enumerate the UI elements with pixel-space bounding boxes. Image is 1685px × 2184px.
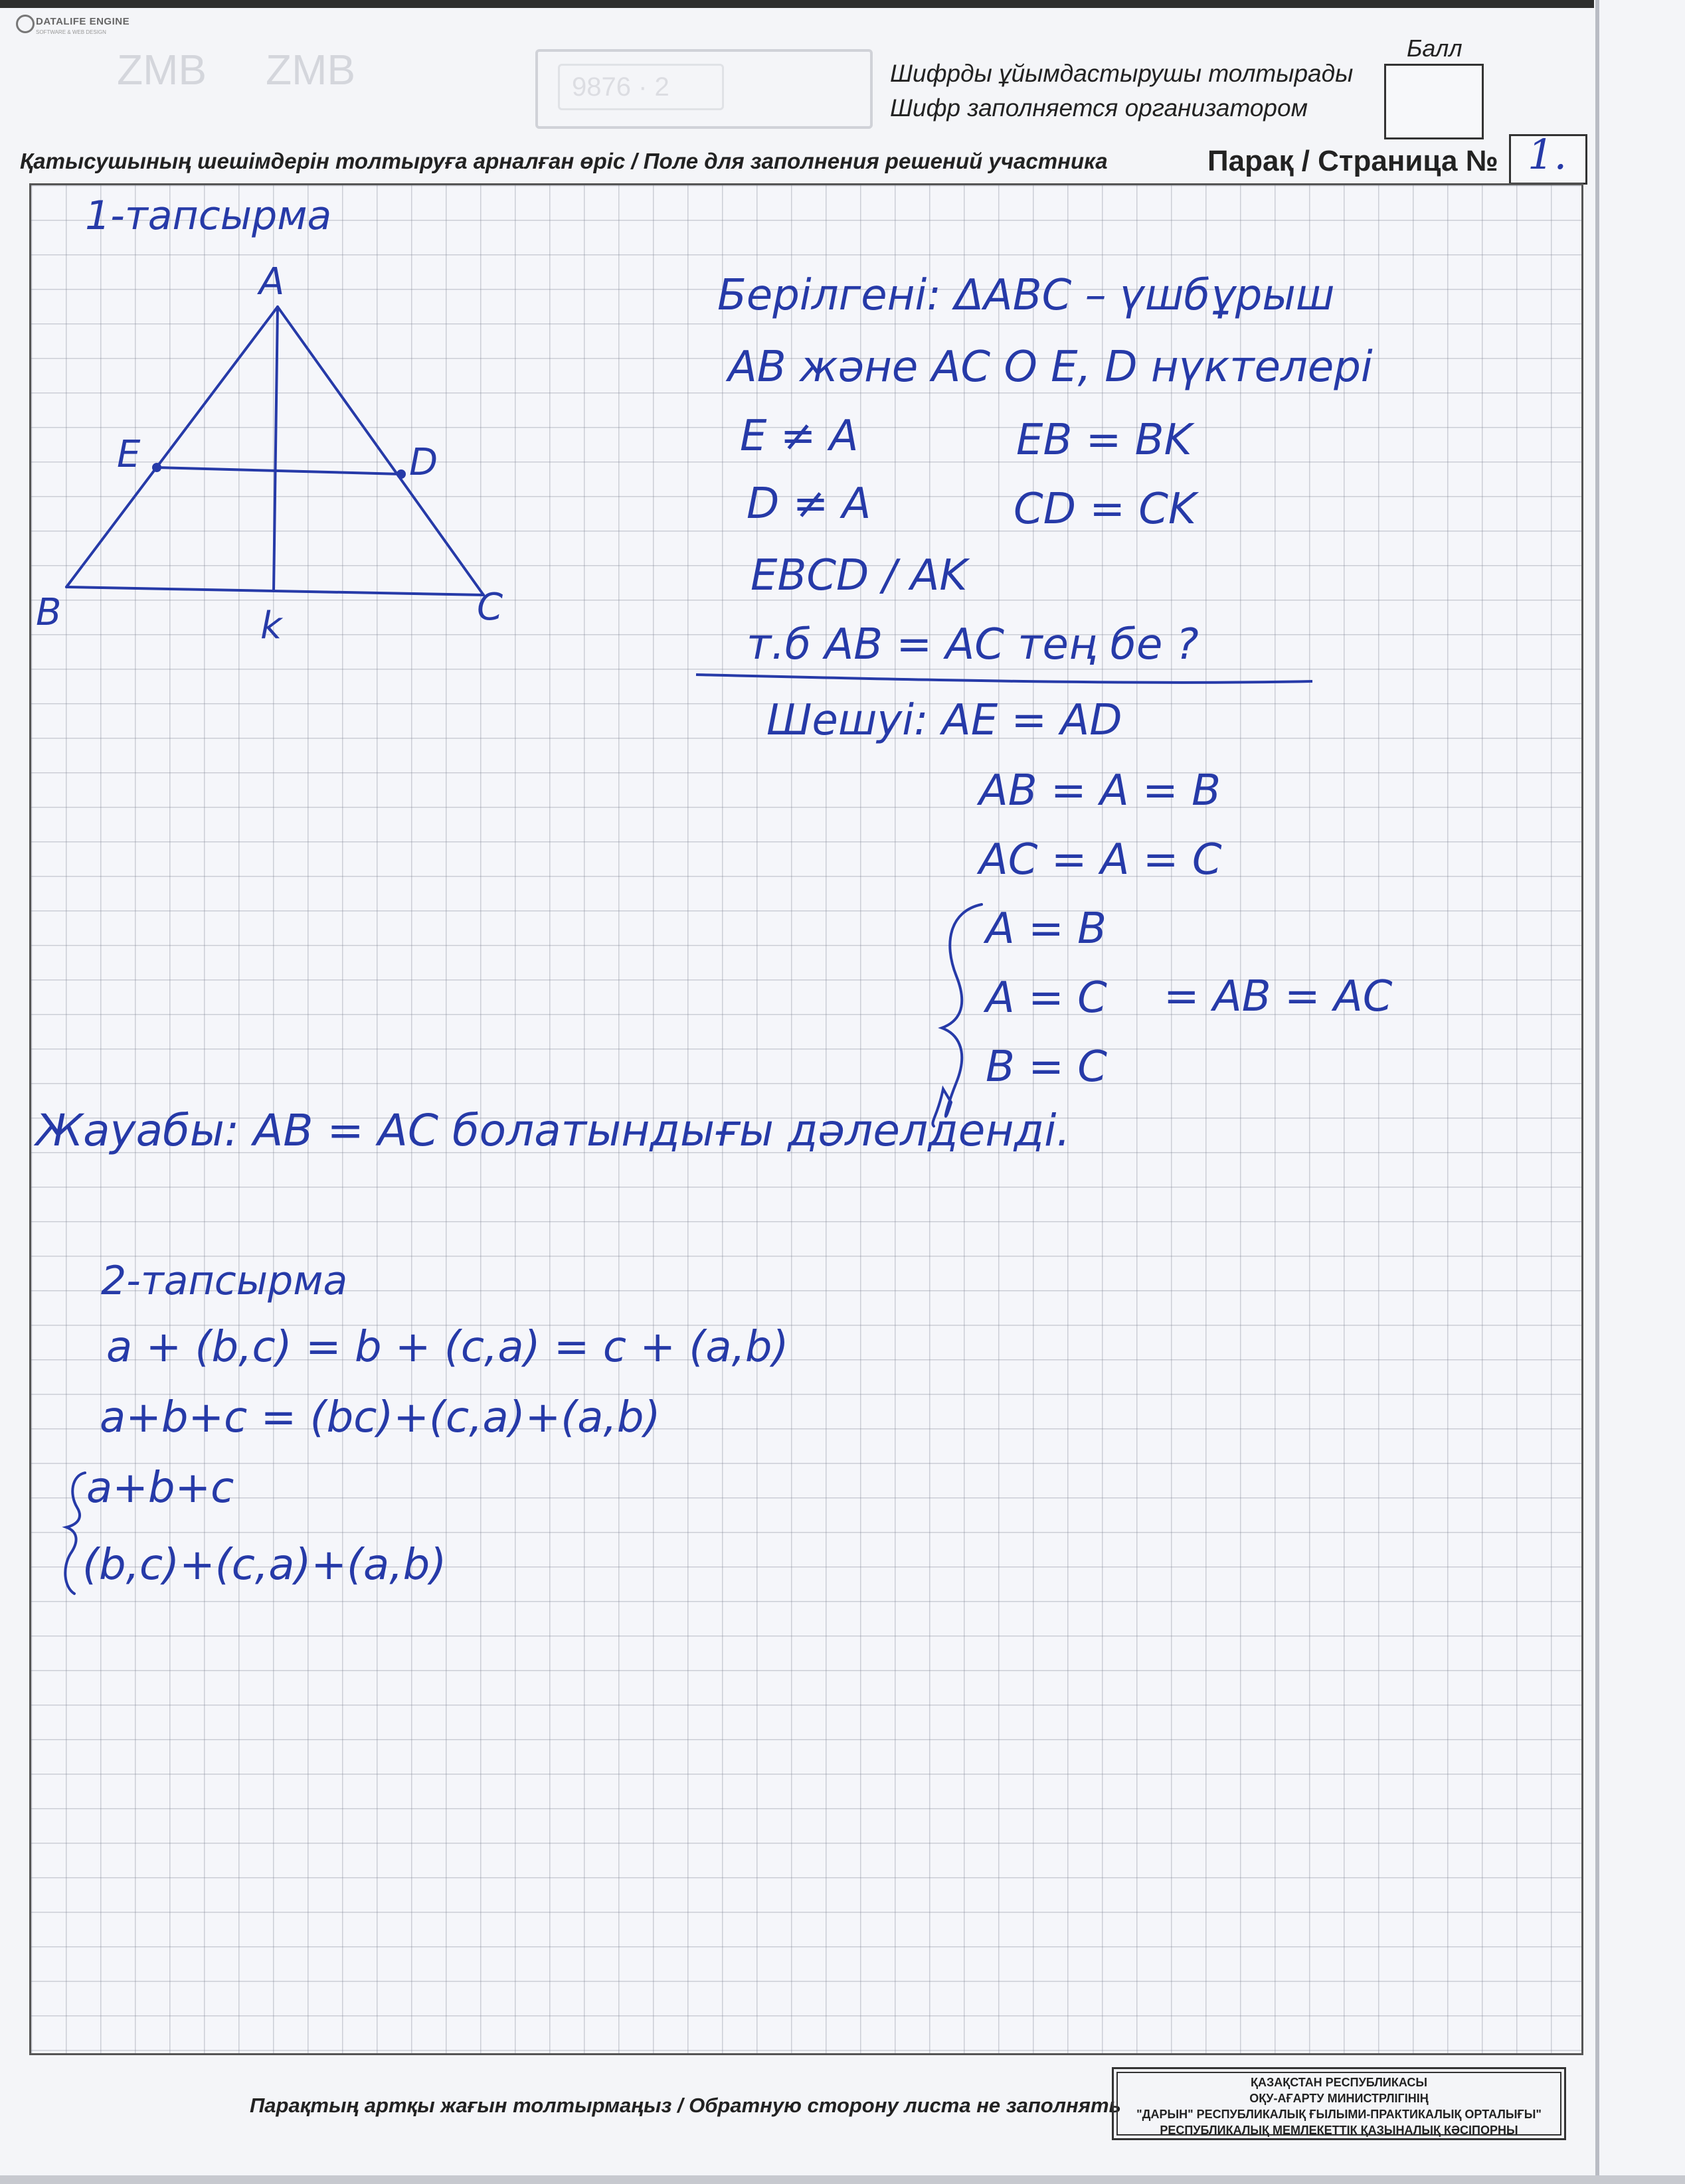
solution-line-2: AB = A = B: [979, 766, 1221, 815]
solution-line-5: A = C: [986, 973, 1107, 1023]
label-a: A: [259, 260, 285, 303]
bottom-edge-rule: [0, 2175, 1685, 2184]
side-ab: [66, 307, 278, 587]
solution-line-1: Шешуі: AE = AD: [766, 696, 1122, 745]
side-ac: [278, 307, 484, 595]
task1-answer: Жауабы: AB = AC болатындығы дәлелденді.: [36, 1105, 1071, 1156]
footer-note: Парақтың артқы жағын толтырмаңыз / Обратную сторону листа не заполнять: [250, 2094, 1121, 2117]
watermark-left: ZMB: [117, 46, 207, 94]
solution-conclusion: = AB = AC: [1164, 972, 1393, 1021]
score-label: Балл: [1407, 35, 1463, 62]
given-line-3: E ≠ A: [740, 412, 859, 461]
page-number: 1.: [1528, 130, 1567, 179]
task2-heading: 2-тапсырма: [101, 1258, 348, 1304]
field-title: Қатысушының шешімдерін толтыруға арналған өріс / Поле для заполнения решений участника: [20, 149, 1108, 173]
point-e: [152, 463, 161, 472]
solution-line-4: A = B: [986, 904, 1107, 954]
given-divider: [696, 675, 1312, 683]
task1-heading: 1-тапсырма: [85, 193, 332, 239]
org-stamp: [1112, 2067, 1566, 2140]
stamp-line-3: "ДАРЫН" РЕСПУБЛИКАЛЫҚ ҒЫЛЫМИ-ПРАКТИКАЛЫҚ ОРТАЛЫҒЫ": [1136, 2108, 1542, 2121]
stamp-line-2: ОҚУ-АҒАРТУ МИНИСТРЛІГІНІҢ: [1249, 2092, 1429, 2105]
task2-line-3: a+b+c: [86, 1464, 234, 1513]
segment-ak: [274, 307, 278, 591]
logo-text: DATALIFE ENGINE: [36, 16, 130, 27]
task2-line-2: a+b+c = (bc)+(c,a)+(a,b): [100, 1393, 661, 1442]
stamp-line-4: РЕСПУБЛИКАЛЫҚ МЕМЛЕКЕТТІК ҚАЗЫНАЛЫҚ КӘСІПОРНЫ: [1160, 2124, 1518, 2137]
stamp-line-1: ҚАЗАҚСТАН РЕСПУБЛИКАСЫ: [1250, 2076, 1428, 2089]
given-line-4: EB = BK: [1016, 416, 1192, 465]
organizer-note-ru: Шифр заполняется организатором: [890, 94, 1308, 122]
page-label: Парақ / Страница №: [1207, 145, 1498, 177]
given-line-5: D ≠ A: [747, 479, 871, 529]
label-k: k: [260, 604, 282, 647]
organizer-note-kz: Шифрды ұйымдастырушы толтырады: [890, 60, 1354, 87]
given-line-1: Берілгені: ΔABC – үшбұрыш: [717, 271, 1335, 320]
given-line-2: AB және AC O E, D нүктелері: [728, 343, 1373, 392]
watermark-right: ZMB: [266, 46, 356, 94]
system-brace-1: [932, 904, 982, 1126]
task2-line-1: a + (b,c) = b + (c,a) = c + (a,b): [106, 1323, 789, 1372]
given-line-7: EBCD / AK: [751, 551, 968, 600]
label-e: E: [117, 433, 141, 476]
given-line-6: CD = CK: [1014, 485, 1196, 534]
logo-subtext: SOFTWARE & WEB DESIGN: [36, 29, 106, 35]
label-b: B: [36, 591, 62, 634]
segment-ed: [157, 467, 401, 474]
task2-line-4: (b,c)+(c,a)+(a,b): [82, 1541, 447, 1590]
solution-line-3: AC = A = C: [979, 835, 1222, 884]
solution-line-6: B = C: [986, 1043, 1107, 1092]
cipher-value: 9876 · 2: [558, 64, 724, 110]
point-d: [397, 469, 406, 479]
label-c: C: [477, 586, 503, 629]
given-line-8: т.б AB = AC тең бе ?: [747, 620, 1199, 669]
label-d: D: [409, 441, 438, 484]
